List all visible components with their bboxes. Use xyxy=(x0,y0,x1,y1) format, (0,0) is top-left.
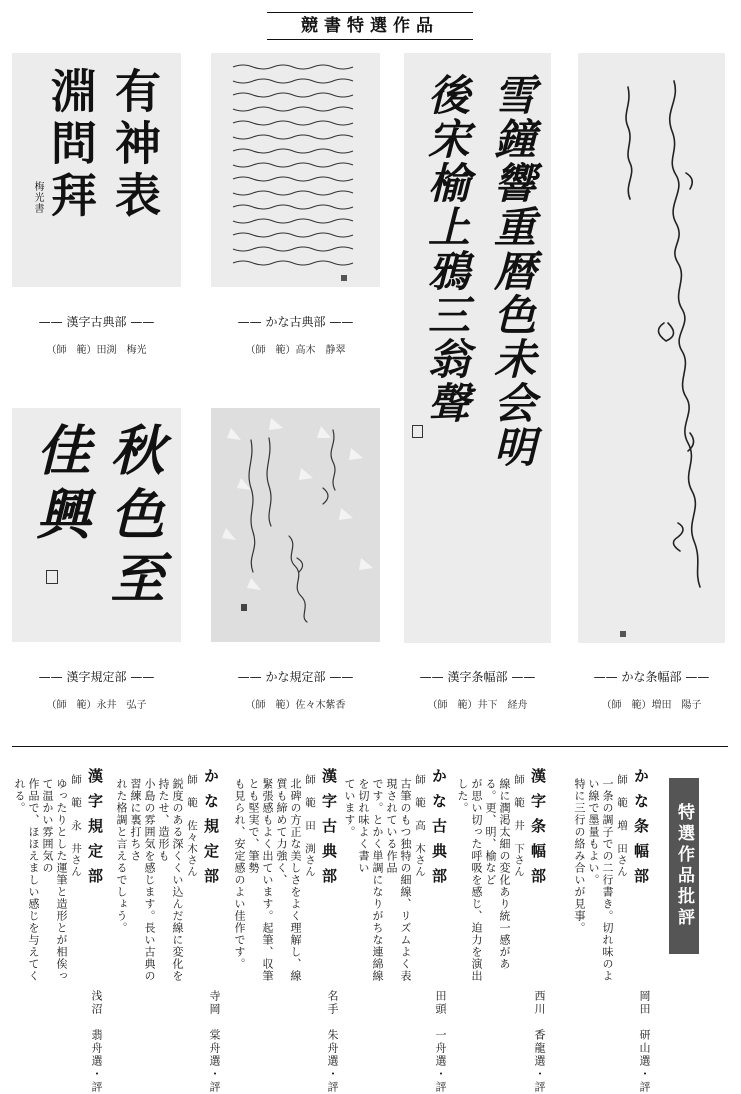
critique-section-name: 師 範 永 井さん xyxy=(70,774,82,878)
critique-section-signature: 岡田 研山選・評 xyxy=(638,990,651,1094)
master-kanji-koten: （師 範）田渕 梅光 xyxy=(46,345,147,356)
artwork-kanji-jofuku-text: 雪鐘響重暦色未会明 後宋榆上鴉三翁聲 xyxy=(422,73,537,469)
critique-section-signature: 浅沼 翡舟選・評 xyxy=(90,990,103,1094)
artwork-kanji-kitei xyxy=(12,408,181,642)
artwork-kanji-koten xyxy=(12,53,181,287)
artwork-kanji-kitei-text: 秋色至 佳興 xyxy=(28,422,166,614)
kana-koten-script-lines xyxy=(211,53,380,287)
critique-section-name: 師 範 井 下さん xyxy=(513,774,525,878)
master-kana-koten: （師 範）高木 静翠 xyxy=(245,345,346,356)
master-kanji-jofuku: （師 範）井下 経舟 xyxy=(427,700,528,711)
critique-section-title: かな古典部 xyxy=(430,768,448,893)
kana-jofuku-script-strokes xyxy=(578,53,725,643)
critique-section-body: 北碑の方正な美しさをよく理解し、線質も締めて力強く、 緊張感もよく出ています。起筆、収筆とも堅実で、筆勢 も見られ、安定感のよい佳作です。 xyxy=(233,778,302,982)
critique-section-title: かな規定部 xyxy=(202,768,220,893)
category-label: かな条幅部 xyxy=(621,670,682,684)
artwork-kanji-jofuku-seal xyxy=(412,425,423,438)
artwork-kanji-koten-text: 有神表 淵問拜 xyxy=(44,67,162,223)
page-title: 競書特選作品 xyxy=(267,12,473,40)
caption-kana-jofuku: —— かな条幅部 —— xyxy=(593,670,710,684)
critique-section-kana-koten xyxy=(343,768,456,1094)
critique-section-body: 古筆のもつ独特の細線、リズムよく表現されている作品 です。とかく単調になりがちな連綿線を切れ味よく書い ています。 xyxy=(343,778,412,982)
critique-section-body: 線に潤渇太細の変化あり統一感がある。更、明、榆など が思い切った呼吸を感じ、迫力を演出した。 xyxy=(456,778,511,982)
critique-section-title: 漢字規定部 xyxy=(86,768,104,893)
caption-kana-koten: —— かな古典部 —— xyxy=(237,315,354,329)
critique-title-box: 特選作品批評 xyxy=(669,778,699,954)
critique-section-signature: 西川 香龍選・評 xyxy=(533,990,546,1094)
critique-section-signature: 寺岡 棠舟選・評 xyxy=(208,990,221,1094)
critique-section-kana-jofuku xyxy=(565,768,660,1094)
caption-kanji-kitei: —— 漢字規定部 —— xyxy=(38,670,155,684)
caption-kanji-jofuku: —— 漢字条幅部 —— xyxy=(419,670,536,684)
category-label: 漢字条幅部 xyxy=(447,670,508,684)
category-label: かな規定部 xyxy=(265,670,326,684)
category-label: 漢字規定部 xyxy=(66,670,127,684)
critique-section-title: かな条幅部 xyxy=(632,768,650,893)
critique-section-title: 漢字条幅部 xyxy=(529,768,547,893)
critique-section-name: 師 範 高 木さん xyxy=(414,774,426,878)
master-kanji-kitei: （師 範）永井 弘子 xyxy=(46,700,147,711)
master-kana-kitei: （師 範）佐々木紫香 xyxy=(245,700,346,711)
critique-section-kanji-koten xyxy=(233,768,348,1094)
kana-kitei-script-strokes xyxy=(211,408,380,642)
critique-section-name: 師 範 田 渕さん xyxy=(304,774,316,878)
caption-kana-kitei: —— かな規定部 —— xyxy=(237,670,354,684)
critique-section-kana-kitei xyxy=(115,768,230,1094)
critique-section-kanji-kitei xyxy=(12,768,112,1094)
critique-section-body: 鋭度のある深くくい込んだ線に変化を持たせ、造形も 小島の雰囲気を感じます。長い古典の習練に裏打ちさ れた格調と言えるでしょう。 xyxy=(115,778,184,982)
critique-section-kanji-jofuku xyxy=(456,768,555,1094)
critique-section-name: 師 範 増 田さん xyxy=(616,774,628,878)
critique-section-body: 一条の調子での二行書き。切れ味のよい線で墨量もよい。 特に三行の絡み合いが見事。 xyxy=(573,778,614,982)
category-label: かな古典部 xyxy=(265,315,326,329)
artwork-kana-koten xyxy=(211,53,380,287)
critique-section-signature: 田頭 一舟選・評 xyxy=(434,990,447,1094)
artwork-kanji-jofuku xyxy=(404,53,551,643)
critique-section-body: ゆったりとした運筆と造形とが相俟って温かい雰囲気の 作品で、ほほえましい感じを与えてくれる。 xyxy=(13,778,68,982)
caption-kanji-koten: —— 漢字古典部 —— xyxy=(38,315,155,329)
artwork-kana-kitei xyxy=(211,408,380,642)
artwork-kana-jofuku xyxy=(578,53,725,643)
critique-section-name: 師 範 佐々木さん xyxy=(186,774,198,878)
artwork-kanji-kitei-seal xyxy=(46,570,58,584)
master-kana-jofuku: （師 範）増田 陽子 xyxy=(601,700,702,711)
artwork-kanji-koten-seal-text: 梅光書 xyxy=(32,181,43,214)
critique-section-signature: 名手 朱舟選・評 xyxy=(326,990,339,1094)
section-divider xyxy=(12,746,728,747)
category-label: 漢字古典部 xyxy=(66,315,127,329)
critique-section-title: 漢字古典部 xyxy=(320,768,338,893)
